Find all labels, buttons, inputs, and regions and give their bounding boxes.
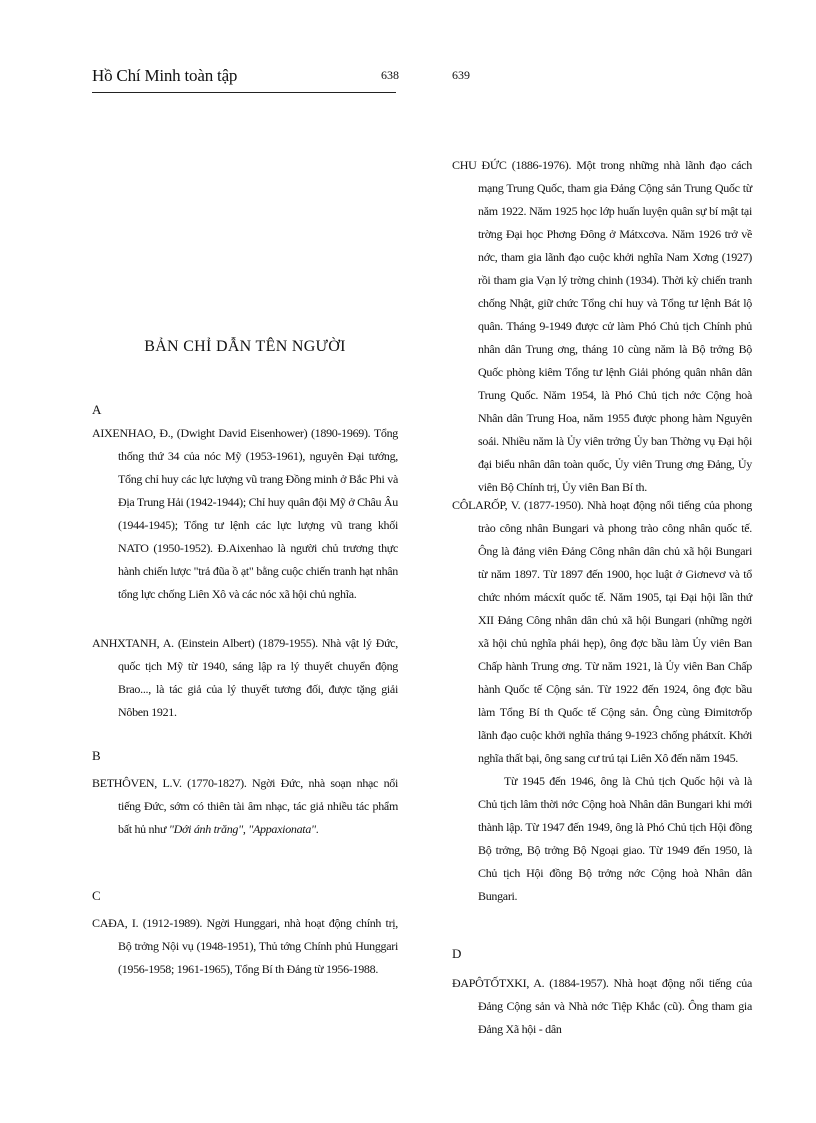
letter-heading-c: C	[92, 888, 101, 903]
index-entry-aixenhao	[92, 422, 398, 606]
book-title: Hồ Chí Minh toàn tập	[92, 66, 238, 85]
letter-heading-a: A	[92, 402, 102, 417]
entry-text: CAĐA, I. (1912-1989). Ngời Hunggari, nhà hoạt động chính trị, Bộ trởng Nội vụ (1948-1951), Thủ tớng Chính phủ Hunggari (1956-1958; 1961-1965), Tổng Bí th Đảng từ 1956-1988.	[92, 916, 398, 976]
page-number-right: 639	[452, 68, 470, 82]
entry-text: BETHÔVEN, L.V. (1770-1827). Ngời Đức, nhà soạn nhạc nổi tiếng Đức, sớm có thiên tài âm nhạc, tác giả nhiều tác phẩm bất hủ như "Dới ánh trăng", "Appaxionata".	[92, 776, 398, 836]
index-entry-anhxtanh	[92, 632, 398, 724]
index-entry-dapototxki	[452, 972, 752, 1041]
entry-main-text: BETHÔVEN, L.V. (1770-1827). Ngời Đức, nhà soạn nhạc nổi tiếng Đức, sớm có thiên tài âm nhạc, tác giả nhiều tác phẩm bất hủ như	[92, 776, 398, 836]
entry-paragraph: Từ 1945 đến 1946, ông là Chủ tịch Quốc hội và là Chủ tịch lâm thời nớc Cộng hoà Nhân dân Bungari khi mới thành lập. Từ 1947 đến 1949, ông là Phó Chủ tịch Hội đồng Bộ trởng, Bộ trởng Bộ Ngoại giao. Từ 1949 đến 1950, là Chủ tịch Hội đồng Bộ trởng nớc Cộng hoà Nhân dân Bungari.	[478, 774, 752, 903]
entry-works-italic: "Dới ánh trăng", "Appaxionata"	[168, 822, 316, 836]
header-rule	[92, 92, 396, 93]
section-title: BẢN CHỈ DẪN TÊN NGƯỜI	[144, 338, 346, 355]
entry-text: ĐAPÔTỐTXKI, A. (1884-1957). Nhà hoạt động nổi tiếng của Đảng Cộng sản và Nhà nớc Tiệp Khắc (cũ). Ông tham gia Đảng Xã hội - dân	[452, 976, 752, 1036]
index-entry-cada	[92, 912, 398, 981]
index-entry-colarop	[452, 494, 752, 908]
entry-text: ANHXTANH, A. (Einstein Albert) (1879-1955). Nhà vật lý Đức, quốc tịch Mỹ từ 1940, sáng lập ra lý thuyết chuyển động Brao..., là tác giả của lý thuyết tương đối, được tặng giải Nôben 1921.	[92, 636, 398, 719]
index-entry-chu-duc	[452, 154, 752, 499]
entry-text: AIXENHAO, Đ., (Dwight David Eisenhower) (1890-1969). Tổng thống thứ 34 của nóc Mỹ (1953-1961), nguyên Đại tướng, Tổng chỉ huy các lực lượng vũ trang Đồng minh ở Bắc Phi và Địa Trung Hải (1942-1944); Chỉ huy quân đội Mỹ ở Châu Âu (1944-1945); Tổng tư lệnh các lực lượng vũ trang khối NATO (1950-1952). Đ.Aixenhao là người chủ trương thực hành chiến lược "trả đũa ồ ạt" bằng cuộc chiến tranh hạt nhân tổng lực chống Liên Xô và các nóc xã hội chủ nghĩa.	[92, 426, 398, 601]
index-entry-bethoven	[92, 772, 398, 841]
entry-text: CHU ĐỨC (1886-1976). Một trong những nhà lãnh đạo cách mạng Trung Quốc, tham gia Đảng Cộng sản Trung Quốc từ năm 1922. Năm 1925 học lớp huấn luyện quân sự bí mật tại trờng Đại học Phơng Đông ở Mátxcơva. Năm 1926 trở về nớc, tham gia lãnh đạo cuộc khởi nghĩa Nam Xơng (1927) rồi tham gia Vạn lý trờng chinh (1934). Thời kỳ chiến tranh chống Nhật, giữ chức Tổng chỉ huy và Tổng tư lệnh Bát lộ quân. Tháng 9-1949 được cử làm Phó Chủ tịch Chính phủ nhân dân Trung ơng, tháng 10 cùng năm là Bộ trởng Bộ Quốc phòng kiêm Tổng tư lệnh Giải phóng quân nhân dân Trung Quốc. Năm 1954, là Phó Chủ tịch nớc Cộng hoà Nhân dân Trung Hoa, năm 1955 được phong hàm Nguyên soái. Nhiều năm là Ủy viên trởng Ủy ban Thờng vụ Đại hội đại biểu nhân dân toàn quốc, Ủy viên Trung ơng Đảng, Ủy viên Bộ Chính trị, Ủy viên Ban Bí th.	[452, 158, 752, 494]
letter-heading-b: B	[92, 748, 101, 763]
page-number-left: 638	[381, 68, 399, 82]
letter-heading-d: D	[452, 946, 462, 961]
entry-text: CÔLARỐP, V. (1877-1950). Nhà hoạt động nổi tiếng của phong trào công nhân Bungari và phong trào công nhân quốc tế. Ông là đảng viên Đảng Công nhân dân chủ xã hội Bungari từ năm 1897. Từ 1897 đến 1900, học luật ở Giơnevơ và tổ chức nhóm mácxít quốc tế. Năm 1905, tại Đại hội lần thứ XII Đảng Công nhân dân chủ xã hội Bungari (những ngời xã hội chủ nghĩa phái hẹp), ông đợc bầu làm Ủy viên Ban Chấp hành Trung ơng. Từ năm 1921, là Ủy viên Ban Chấp hành Quốc tế Cộng sản. Từ 1922 đến 1924, ông đợc bầu làm Tổng Bí th Quốc tế Cộng sản. Ông cùng Đimitơrốp lãnh đạo cuộc khởi nghĩa tháng 9-1923 chống phátxít. Khởi nghĩa thất bại, ông sang cư trú tại Liên Xô đến năm 1945.	[452, 498, 752, 765]
